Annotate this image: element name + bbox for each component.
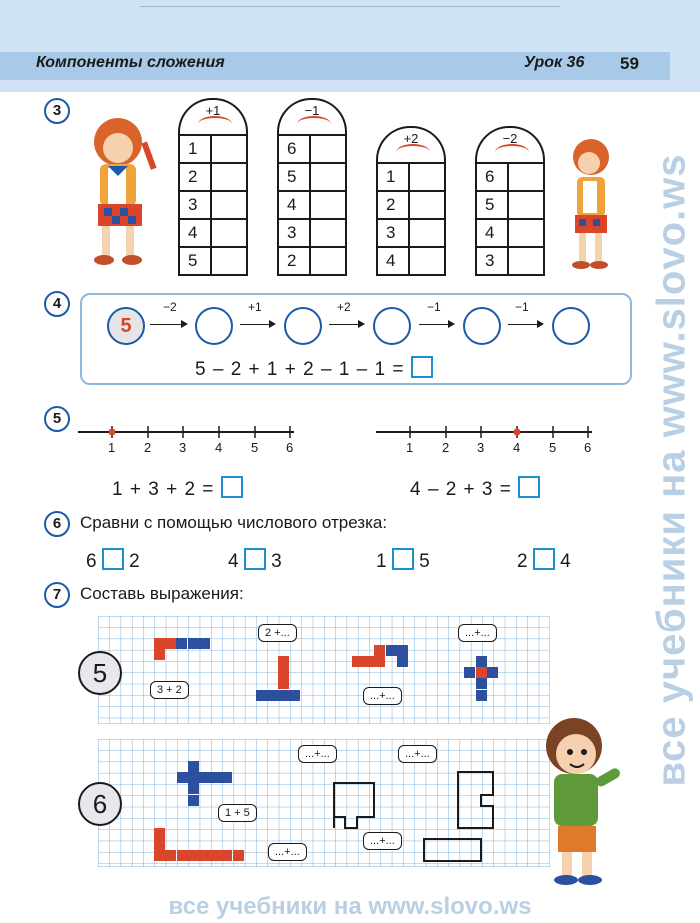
exercise-4-number: 4 [44, 291, 70, 317]
row-number-6: 6 [78, 782, 122, 826]
answer-circle[interactable] [195, 307, 233, 345]
waving-boy-illustration [540, 712, 626, 892]
table-label: +2 [403, 131, 419, 146]
arrow-icon [396, 144, 430, 160]
row-number-5: 5 [78, 651, 122, 695]
number-line-left-labels: 1 2 3 4 5 6 [108, 440, 294, 455]
op-label: −1 [515, 300, 529, 314]
exercise-4-expression: 5 – 2 + 1 + 2 – 1 – 1 = [195, 356, 433, 381]
answer-box[interactable] [221, 476, 243, 498]
answer-box[interactable] [102, 548, 124, 570]
answer-box[interactable] [392, 548, 414, 570]
table-minus-1: −1 6 5 4 3 2 [277, 98, 347, 276]
exercise-6-instruction: Сравни с помощью числового отрезка: [80, 513, 388, 532]
compare-item: 2 4 [517, 548, 571, 573]
op-label: −2 [163, 300, 177, 314]
boy-illustration [565, 135, 615, 275]
expression-bubble: 3 + 2 [150, 681, 189, 699]
top-rule [140, 6, 560, 7]
expression-bubble: ...+... [363, 687, 402, 705]
table-plus-2: +2 1 2 3 4 [376, 126, 446, 276]
answer-circle[interactable] [552, 307, 590, 345]
exercise-3-number: 3 [44, 98, 70, 124]
page-title: Компоненты сложения [36, 54, 225, 71]
exercise-6-number: 6 [44, 511, 70, 537]
compare-item: 1 5 [376, 548, 430, 573]
expression-bubble: ...+... [298, 745, 337, 763]
arrow-icon [297, 116, 331, 132]
answer-circle[interactable] [463, 307, 501, 345]
arrow-icon [240, 324, 274, 326]
table-label: −1 [304, 103, 320, 118]
op-label: +2 [337, 300, 351, 314]
answer-box[interactable] [244, 548, 266, 570]
table-label: −2 [502, 131, 518, 146]
side-watermark: все учебники на www.slovo.ws [649, 153, 694, 787]
arrow-icon [329, 324, 363, 326]
lesson-label: Урок 36 [524, 54, 585, 71]
answer-box[interactable] [518, 476, 540, 498]
exercise-5-right-expression: 4 – 2 + 3 = [410, 476, 540, 501]
expression-bubble: ...+... [268, 843, 307, 861]
exercise-5-number: 5 [44, 406, 70, 432]
arrow-icon [495, 144, 529, 160]
expression-bubble: ...+... [363, 832, 402, 850]
table-minus-2: −2 6 5 4 3 [475, 126, 545, 276]
number-line-right-labels: 1 2 3 4 5 6 [406, 440, 592, 455]
answer-circle[interactable] [284, 307, 322, 345]
arrow-icon [150, 324, 186, 326]
expression-bubble: 1 + 5 [218, 804, 257, 822]
expression-bubble: ...+... [458, 624, 497, 642]
answer-box[interactable] [533, 548, 555, 570]
expression-bubble: 2 +... [258, 624, 297, 642]
arrow-icon [419, 324, 453, 326]
answer-circle[interactable] [373, 307, 411, 345]
boy-with-pencil-illustration [78, 112, 160, 272]
op-label: +1 [248, 300, 262, 314]
compare-item: 6 2 [86, 548, 140, 573]
start-number: 5 [107, 307, 145, 345]
page-number: 59 [620, 54, 639, 73]
table-plus-1: +1 1 2 3 4 5 [178, 98, 248, 276]
arrow-icon [198, 116, 232, 132]
compare-item: 4 3 [228, 548, 282, 573]
op-label: −1 [427, 300, 441, 314]
exercise-5-left-expression: 1 + 3 + 2 = [112, 476, 243, 501]
footer-watermark: все учебники на www.slovo.ws [168, 893, 532, 920]
exercise-7-number: 7 [44, 582, 70, 608]
answer-box[interactable] [411, 356, 433, 378]
arrow-icon [508, 324, 542, 326]
exercise-7-instruction: Составь выражения: [80, 584, 244, 603]
expression-bubble: ...+... [398, 745, 437, 763]
table-label: +1 [205, 103, 221, 118]
